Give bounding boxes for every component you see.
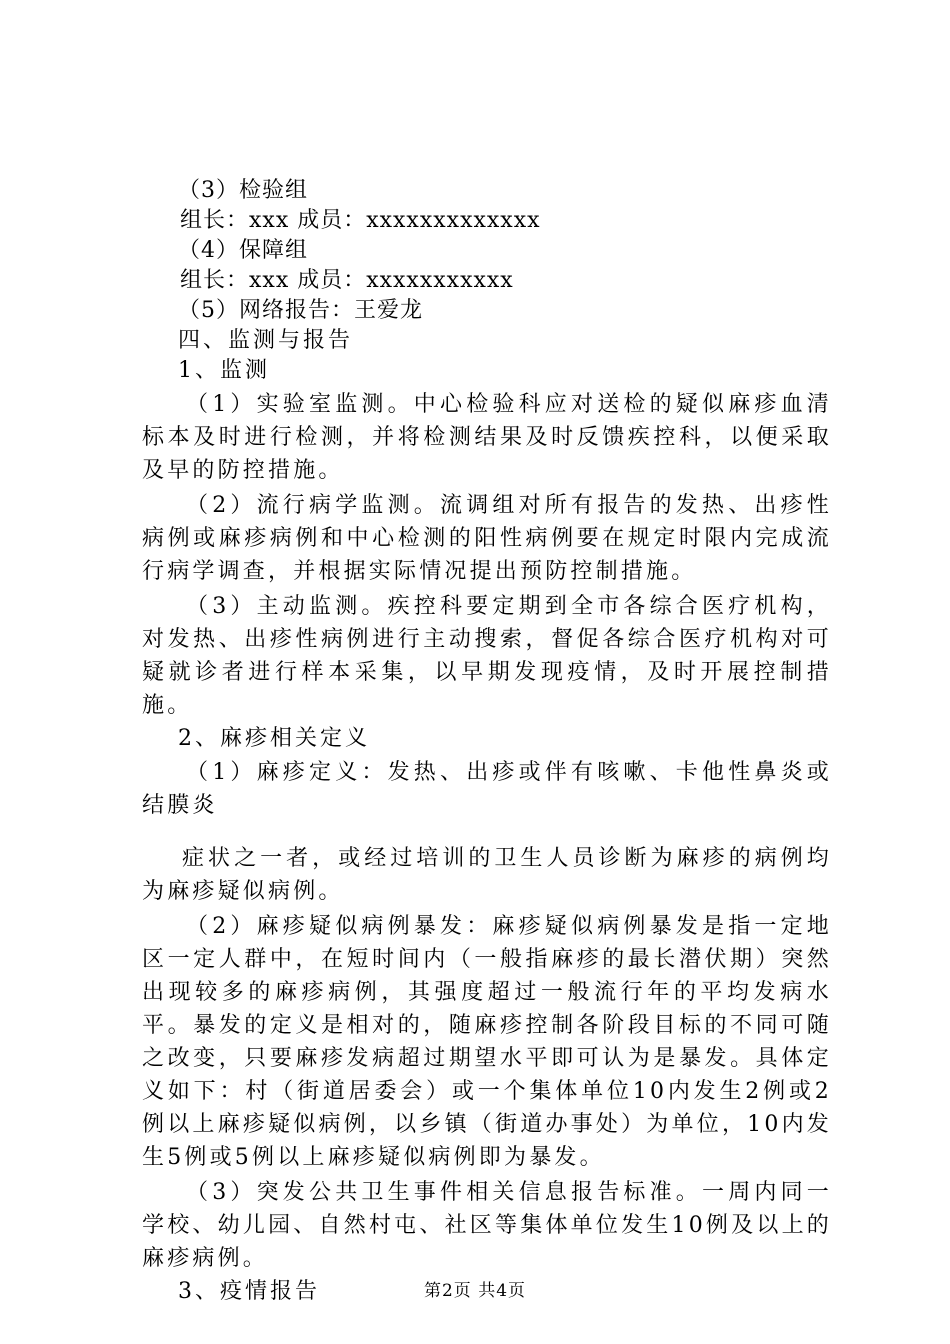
group-members-inspection: 组长：xxx 成员：xxxxxxxxxxxxx [180,208,541,233]
paragraph-measles-definition-cont: 症状之一者，或经过培训的卫生人员诊断为麻疹的病例均为麻疹疑似病例。 [142,846,832,904]
paragraph-outbreak-definition: （2）麻疹疑似病例暴发：麻疹疑似病例暴发是指一定地区一定人群中，在短时间内（一般指麻疹的最长潜伏期）突然出现较多的麻疹病例，其强度超过一般流行年的平均发病水平。暴发的定义是相对的，随麻疹控制各阶段目标的不同可随之改变，只要麻疹发病超过期望水平即可认为是暴发。具体定义如下：村（街道居委会）或一个集体单位10内发生2例或2例以上麻疹疑似病例，以乡镇（街道办事处）为单位，10内发生5例或5例以上麻疹疑似病例即为暴发。 [142,914,832,1170]
section-heading-monitoring: 四、监测与报告 [178,328,354,353]
page-footer: 第2页 共4页 [423,1281,527,1301]
paragraph-active-monitoring: （3）主动监测。疾控科要定期到全市各综合医疗机构，对发热、出疹性病例进行主动搜索，督促各综合医疗机构对可疑就诊者进行样本采集，以早期发现疫情，及时开展控制措施。 [142,594,832,718]
network-report-line: （5）网络报告：王爱龙 [178,298,423,323]
group-members-support: 组长：xxx 成员：xxxxxxxxxxx [180,268,514,293]
subsection-heading-monitoring: 1、监测 [178,358,270,383]
paragraph-measles-definition: （1）麻疹定义：发热、出疹或伴有咳嗽、卡他性鼻炎或结膜炎 [142,760,832,818]
subsection-heading-epidemic-report: 3、疫情报告 [178,1279,320,1304]
paragraph-epidemiological-monitoring: （2）流行病学监测。流调组对所有报告的发热、出疹性病例或麻疹病例和中心检测的阳性病例要在规定时限内完成流行病学调查，并根据实际情况提出预防控制措施。 [142,493,832,584]
subsection-heading-definitions: 2、麻疹相关定义 [178,726,370,751]
group-heading-support: （4）保障组 [178,238,308,263]
document-body [142,176,832,1309]
paragraph-lab-monitoring: （1）实验室监测。中心检验科应对送检的疑似麻疹血清标本及时进行检测，并将检测结果及时反馈疾控科，以便采取及早的防控措施。 [142,392,832,483]
group-heading-inspection: （3）检验组 [178,178,308,203]
paragraph-report-standard: （3）突发公共卫生事件相关信息报告标准。一周内同一学校、幼儿园、自然村屯、社区等集体单位发生10例及以上的麻疹病例。 [142,1180,832,1271]
